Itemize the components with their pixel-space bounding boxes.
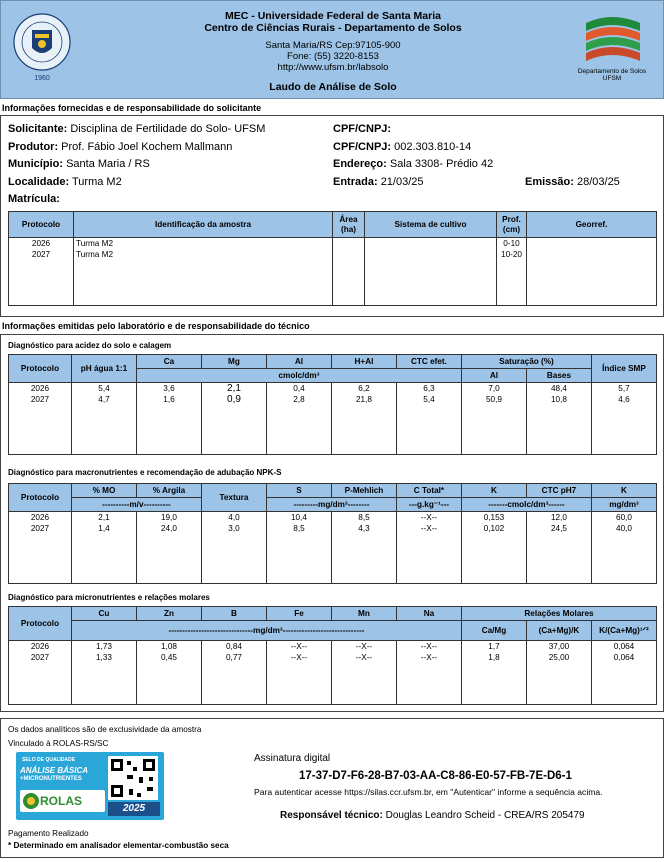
report-header [0, 0, 664, 99]
unit-cmolc: -------cmolc/dm³------ [461, 498, 591, 512]
table-cell: 2026 2027 [9, 383, 72, 455]
endereco-value: Sala 3308- Prédio 42 [389, 158, 494, 170]
header-department: Centro de Ciências Rurais - Departamento de Solos [204, 22, 462, 34]
entrada-label: Entrada: [333, 176, 378, 188]
table-cell: 8,5 4,3 [331, 512, 396, 584]
solicitante-label: Solicitante: [8, 123, 68, 135]
municipio-value: Santa Maria / RS [66, 158, 150, 170]
emissao-label: Emissão: [525, 176, 574, 188]
col-cu: Cu [71, 607, 136, 621]
assinatura-label: Assinatura digital [254, 753, 331, 764]
col-al: Al [266, 355, 331, 369]
col-identificacao: Identificação da amostra [74, 212, 333, 238]
col-textura: Textura [201, 484, 266, 512]
table-cell: 19,0 24,0 [136, 512, 201, 584]
table-cell: 7,0 50,9 [461, 383, 526, 455]
pagamento-status: Pagamento Realizado [8, 829, 89, 838]
col-k-camg: K/(Ca+Mg)¹ᐟ² [591, 621, 656, 641]
col-mn: Mn [331, 607, 396, 621]
cpf-label-2: CPF/CNPJ: [333, 141, 392, 153]
table-cell: 4,0 3,0 [201, 512, 266, 584]
lab-logo-caption: Departamento de Solos UFSM [577, 68, 647, 82]
table-cell: 2026 2027 [9, 238, 74, 306]
badge-main-text: ANÁLISE BÁSICA [20, 766, 89, 775]
col-protocolo: Protocolo [9, 607, 72, 641]
section-lab-title: Informações emitidas pelo laboratório e de responsabilidade do técnico [2, 321, 310, 331]
col-ctc-ph7: CTC pH7 [526, 484, 591, 498]
table-cell: --X-- --X-- [396, 512, 461, 584]
col-mo: % MO [71, 484, 136, 498]
svg-text:1960: 1960 [34, 75, 50, 82]
badge-top-text: SELO DE QUALIDADE [22, 757, 76, 763]
col-camg-k: (Ca+Mg)/K [526, 621, 591, 641]
responsavel-value: Douglas Leandro Scheid - CREA/RS 205479 [385, 810, 585, 821]
table-cell: 12,0 24,5 [526, 512, 591, 584]
table-cell: 2,1 0,9 [201, 383, 266, 455]
soil-department-logo [576, 13, 648, 93]
emissao-value: 28/03/25 [576, 176, 620, 188]
produtor-value: Prof. Fábio Joel Kochem Mallmann [61, 141, 233, 153]
table-cell [527, 238, 657, 306]
qr-code-icon[interactable] [108, 756, 158, 800]
table-cell [333, 238, 365, 306]
col-hal: H+Al [331, 355, 396, 369]
table-cell: 6,2 21,8 [331, 383, 396, 455]
col-ca: Ca [136, 355, 201, 369]
acidez-title: Diagnóstico para acidez do solo e calagem [8, 341, 172, 350]
rolas-icon [22, 792, 40, 810]
col-smp: Índice SMP [591, 355, 656, 383]
cpf-value-2: 002.303.810-14 [394, 141, 472, 153]
table-cell: 1,08 0,45 [136, 641, 201, 705]
table-cell: --X-- --X-- [266, 641, 331, 705]
section-requester-title: Informações fornecidas e de responsabilidade do solicitante [2, 103, 262, 113]
col-relacoes-molares: Relações Molares [461, 607, 656, 621]
col-argila: % Argila [136, 484, 201, 498]
table-cell [365, 238, 497, 306]
macro-table [8, 483, 657, 584]
signature-hash: 17-37-D7-F6-28-B7-03-AA-C8-86-E0-57-FB-7E-D6-1 [299, 770, 572, 782]
col-saturacao: Saturação (%) [461, 355, 591, 369]
col-mg: Mg [201, 355, 266, 369]
rolas-text: ROLAS [40, 794, 82, 808]
table-cell: 37,00 25,00 [526, 641, 591, 705]
macro-title: Diagnóstico para macronutrientes e recomendação de adubação NPK-S [8, 468, 282, 477]
rolas-link-note: Vinculado à ROLAS-RS/SC [8, 739, 109, 748]
table-cell: 2,1 1,4 [71, 512, 136, 584]
table-cell: 1,73 1,33 [71, 641, 136, 705]
badge-sub-text: +MICRONUTRIENTES [20, 776, 82, 782]
col-protocolo: Protocolo [9, 212, 74, 238]
header-address: Santa Maria/RS Cep:97105-900 [265, 40, 401, 51]
col-ctc-efet: CTC efet. [396, 355, 461, 369]
col-s: S [266, 484, 331, 498]
table-cell: --X-- --X-- [396, 641, 461, 705]
table-cell: 10,4 8,5 [266, 512, 331, 584]
acidez-table [8, 354, 657, 455]
unit-mgdm3: -------------------------------mg/dm³------------------------------ [71, 621, 461, 641]
col-sistema: Sistema de cultivo [365, 212, 497, 238]
municipio-label: Município: [8, 158, 63, 170]
col-sat-al: Al [461, 369, 526, 383]
table-cell: 0-10 10-20 [497, 238, 527, 306]
micro-title: Diagnóstico para micronutrientes e relações molares [8, 593, 210, 602]
table-cell: 6,3 5,4 [396, 383, 461, 455]
table-cell: 60,0 40,0 [591, 512, 656, 584]
auth-instructions: Para autenticar acesse https://silas.ccr.ufsm.br, em "Autenticar" informe a sequência acima. [254, 787, 603, 797]
ufsm-seal-icon [11, 8, 73, 83]
table-cell: 5,7 4,6 [591, 383, 656, 455]
matricula-label: Matrícula: [8, 193, 60, 205]
table-cell: 0,4 2,8 [266, 383, 331, 455]
table-cell: 0,153 0,102 [461, 512, 526, 584]
header-website[interactable]: http://www.ufsm.br/labsolo [277, 62, 389, 73]
entrada-value: 21/03/25 [380, 176, 424, 188]
unit-cmolc: cmolc/dm³ [136, 369, 461, 383]
unit-mv: ----------m/v---------- [71, 498, 201, 512]
footnote: * Determinado em analisador elementar-combustão seca [8, 841, 229, 850]
localidade-label: Localidade: [8, 176, 70, 188]
table-cell: 2026 2027 [9, 512, 72, 584]
soil-layers-icon [576, 13, 648, 68]
table-cell: Turma M2 Turma M2 [74, 238, 333, 306]
localidade-value: Turma M2 [71, 176, 122, 188]
unit-mgdm3: ---------mg/dm³-------- [266, 498, 396, 512]
header-phone: Fone: (55) 3220-8153 [287, 51, 379, 62]
table-cell: 0,064 0,064 [591, 641, 656, 705]
unit-gkg: ---g.kg⁻¹--- [396, 498, 461, 512]
report-title: Laudo de Análise de Solo [269, 81, 397, 93]
col-ca-mg: Ca/Mg [461, 621, 526, 641]
table-cell: 48,4 10,8 [526, 383, 591, 455]
col-b: B [201, 607, 266, 621]
table-cell: --X-- --X-- [331, 641, 396, 705]
micro-table [8, 606, 657, 705]
col-sat-bases: Bases [526, 369, 591, 383]
table-cell: 3,6 1,6 [136, 383, 201, 455]
col-zn: Zn [136, 607, 201, 621]
table-cell: 5,4 4,7 [71, 383, 136, 455]
produtor-label: Produtor: [8, 141, 59, 153]
rolas-logo [20, 790, 105, 812]
sample-table [8, 211, 657, 306]
table-cell: 2026 2027 [9, 641, 72, 705]
col-ph: pH água 1:1 [71, 355, 136, 383]
col-area: Área (ha) [333, 212, 365, 238]
endereco-label: Endereço: [333, 158, 387, 170]
exclusividade-note: Os dados analíticos são de exclusividade da amostra [8, 725, 202, 734]
rolas-quality-badge [16, 752, 164, 820]
table-cell: 0,84 0,77 [201, 641, 266, 705]
table-cell: 1,7 1,8 [461, 641, 526, 705]
col-protocolo: Protocolo [9, 355, 72, 383]
header-university: MEC - Universidade Federal de Santa Maria [225, 10, 441, 22]
col-p-mehlich: P-Mehlich [331, 484, 396, 498]
col-k: K [461, 484, 526, 498]
col-c-total: C Total* [396, 484, 461, 498]
col-protocolo: Protocolo [9, 484, 72, 512]
badge-year: 2025 [108, 802, 160, 816]
col-georref: Georref. [527, 212, 657, 238]
col-prof: Prof. (cm) [497, 212, 527, 238]
responsavel-label: Responsável técnico: [280, 810, 383, 821]
col-k-mg: K [591, 484, 656, 498]
unit-mgdm3-k: mg/dm³ [591, 498, 656, 512]
solicitante-value: Disciplina de Fertilidade do Solo- UFSM [70, 123, 266, 135]
col-fe: Fe [266, 607, 331, 621]
cpf-label-1: CPF/CNPJ: [333, 123, 392, 135]
col-na: Na [396, 607, 461, 621]
